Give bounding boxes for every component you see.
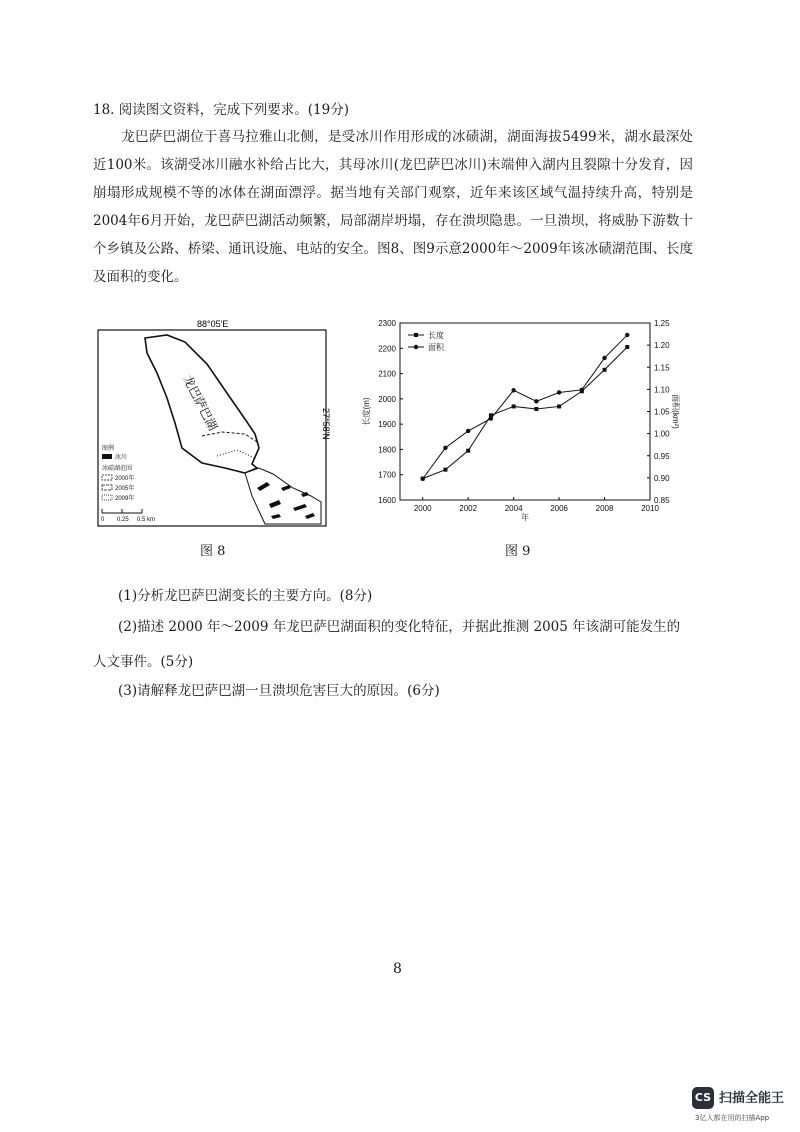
- y-right-tick-label: 1.15: [654, 363, 670, 373]
- svg-text:2009年: 2009年: [115, 496, 135, 502]
- longitude-label: 88°05′E: [197, 319, 229, 329]
- latitude-label: 27°58′N: [321, 408, 331, 440]
- y-left-axis-label: 长度(m): [362, 397, 371, 426]
- data-point-area: [580, 388, 584, 392]
- sub-question-2-line2: 人文事件。(5分): [93, 654, 194, 670]
- y-right-tick-label: 1.00: [654, 429, 670, 439]
- y-right-tick-label: 0.85: [654, 496, 670, 505]
- svg-text:冰碛湖范围: 冰碛湖范围: [102, 466, 133, 472]
- figure9-caption: 图 9: [505, 544, 531, 559]
- x-tick-label: 2004: [504, 504, 523, 513]
- x-tick-label: 2002: [459, 504, 478, 513]
- x-tick-label: 2008: [595, 504, 614, 513]
- range-2005: [202, 432, 257, 442]
- x-tick-label: 2000: [413, 504, 432, 513]
- y-right-tick-label: 1.25: [654, 319, 670, 328]
- svg-text:0: 0: [101, 517, 105, 523]
- data-point-length: [466, 449, 470, 453]
- y-right-axis-label: 面积(km²): [671, 394, 680, 429]
- legend-label-1: 长度: [428, 331, 444, 340]
- range-2009: [217, 450, 255, 458]
- y-left-tick-label: 2100: [378, 369, 396, 379]
- legend-marker-circle: [414, 345, 418, 349]
- data-point-area: [602, 356, 606, 360]
- data-point-area: [443, 446, 447, 450]
- y-left-tick-label: 2000: [378, 394, 396, 404]
- question-heading: 18. 阅读图文资料，完成下列要求。(19分): [93, 102, 349, 118]
- data-point-area: [489, 416, 493, 420]
- x-tick-label: 2010: [641, 504, 659, 513]
- data-point-area: [421, 477, 425, 481]
- y-right-tick-label: 1.05: [654, 407, 670, 417]
- figure8-map: [97, 318, 331, 528]
- x-tick-label: 2006: [550, 504, 568, 513]
- paragraph-text: 龙巴萨巴湖位于喜马拉雅山北侧，是受冰川作用形成的冰碛湖，湖面海拔5499米，湖水最深处近100米。该湖受冰川融水补给占比大，其母冰川(龙巴萨巴冰川)末端伸入湖内且裂隙十分发育，因崩塌形成规模不等的冰体在湖面漂浮。据当地有关部门观察，近年来该区域气温持续升高，特别是2004年6月开始，龙巴萨巴湖活动频繁，局部湖岸坍塌，存在溃坝隐患。一旦溃坝，将威胁下游数十个乡镇及公路、桥梁、通讯设施、电站的安全。图8、图9示意2000年～2009年该冰碛湖范围、长度及面积的变化。: [93, 129, 693, 285]
- y-right-tick-label: 1.20: [654, 341, 670, 351]
- svg-text:2005年: 2005年: [115, 486, 135, 492]
- y-right-tick-label: 1.10: [654, 385, 670, 395]
- legend-marker-square: [414, 333, 418, 337]
- sub-question-1: (1)分析龙巴萨巴湖变长的主要方向。(8分): [118, 588, 373, 604]
- y-right-tick-label: 0.90: [654, 473, 670, 483]
- y-left-tick-label: 1600: [378, 496, 396, 505]
- y-left-tick-label: 1800: [378, 445, 396, 455]
- svg-text:龙巴萨巴湖: 龙巴萨巴湖: [180, 373, 221, 433]
- data-point-area: [466, 429, 470, 433]
- series-line-2: [423, 335, 628, 479]
- map-legend: [101, 444, 155, 523]
- y-right-tick-label: 0.95: [654, 451, 670, 461]
- legend-label-2: 面积: [428, 343, 444, 352]
- lake-name-label: [180, 373, 221, 433]
- figure9-chart: [355, 310, 685, 530]
- x-axis-label: 年: [521, 513, 529, 522]
- data-point-length: [443, 468, 447, 472]
- data-point-area: [511, 388, 515, 392]
- svg-text:冰川: 冰川: [115, 455, 128, 461]
- page-number: 8: [393, 961, 402, 977]
- sub-question-2-line1: (2)描述 2000 年～2009 年龙巴萨巴湖面积的变化特征，并据此推测 2005 年该湖可能发生的: [118, 619, 681, 635]
- y-left-tick-label: 2200: [378, 344, 396, 354]
- data-point-area: [625, 333, 629, 337]
- y-left-tick-label: 1700: [378, 470, 396, 480]
- camscanner-logo-icon: CS: [692, 1087, 714, 1109]
- svg-text:0.25: 0.25: [117, 517, 129, 523]
- watermark-name: 扫描全能王: [719, 1091, 785, 1106]
- y-left-tick-label: 1900: [378, 420, 396, 430]
- svg-text:2000年: 2000年: [115, 476, 135, 482]
- svg-text:0.5 km: 0.5 km: [137, 517, 156, 523]
- y-left-tick-label: 2300: [378, 319, 396, 328]
- data-point-area: [534, 399, 538, 403]
- data-point-length: [512, 404, 516, 408]
- camscanner-watermark: [692, 1085, 792, 1125]
- data-point-length: [557, 404, 561, 408]
- series-line-1: [423, 347, 628, 478]
- figure8-caption: 图 8: [200, 544, 226, 559]
- data-point-length: [603, 368, 607, 372]
- data-point-length: [625, 345, 629, 349]
- sub-question-3: (3)请解释龙巴萨巴湖一旦溃坝危害巨大的原因。(6分): [118, 683, 440, 699]
- watermark-tagline: 3亿人都在用的扫描App: [695, 1114, 770, 1122]
- question-paragraph: [93, 123, 693, 291]
- svg-text:图例: 图例: [102, 446, 115, 452]
- data-point-area: [557, 390, 561, 394]
- data-point-length: [534, 407, 538, 411]
